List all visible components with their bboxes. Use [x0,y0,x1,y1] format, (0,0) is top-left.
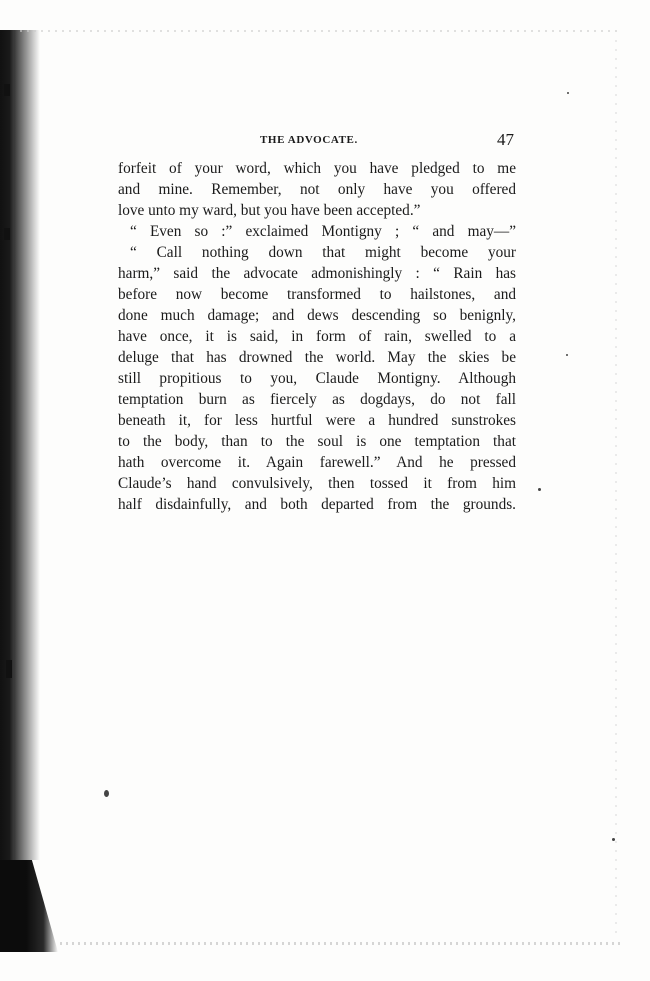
text-line: and mine. Remember, not only have you offered [118,181,516,198]
text-line: to the body, than to the soul is one temptation that [118,433,516,450]
text-line: deluge that has drowned the world. May the skies be [118,349,516,366]
text-line: “ Even so :” exclaimed Montigny ; “ and may—” [130,223,516,240]
page-edge-top [20,30,620,32]
ink-speck [612,838,615,841]
binding-notch [4,228,10,240]
ink-speck [566,354,568,356]
ink-speck [567,92,569,94]
text-line: beneath it, for less hurtful were a hundred sunstrokes [118,412,516,429]
text-line: half disdainfully, and both departed from the grounds. [118,496,516,513]
binding-notch [4,84,10,96]
text-line: forfeit of your word, which you have pledged to me [118,160,516,177]
page-edge-bottom [60,942,620,945]
text-line: done much damage; and dews descending so benignly, [118,307,516,324]
page-edge-right [615,40,617,940]
binding-edge [0,30,16,950]
binding-notch [6,660,12,678]
text-line: have once, it is said, in form of rain, swelled to a [118,328,516,345]
text-line: love unto my ward, but you have been accepted.” [118,202,421,219]
text-line: “ Call nothing down that might become your [130,244,516,261]
ink-speck [538,488,541,491]
text-line: Claude’s hand convulsively, then tossed it from him [118,475,516,492]
text-line: still propitious to you, Claude Montigny. Although [118,370,516,387]
body-text [118,158,516,515]
page-number: 47 [497,130,514,149]
running-head [118,130,514,152]
text-line: before now become transformed to hailstones, and [118,286,516,303]
text-line: hath overcome it. Again farewell.” And he pressed [118,454,516,471]
ink-speck [104,790,109,797]
text-line: harm,” said the advocate admonishingly : “ Rain has [118,265,516,282]
running-head-title: THE ADVOCATE. [260,134,358,146]
binding-edge-bottom [0,860,58,952]
text-line: temptation burn as fiercely as dogdays, do not fall [118,391,516,408]
